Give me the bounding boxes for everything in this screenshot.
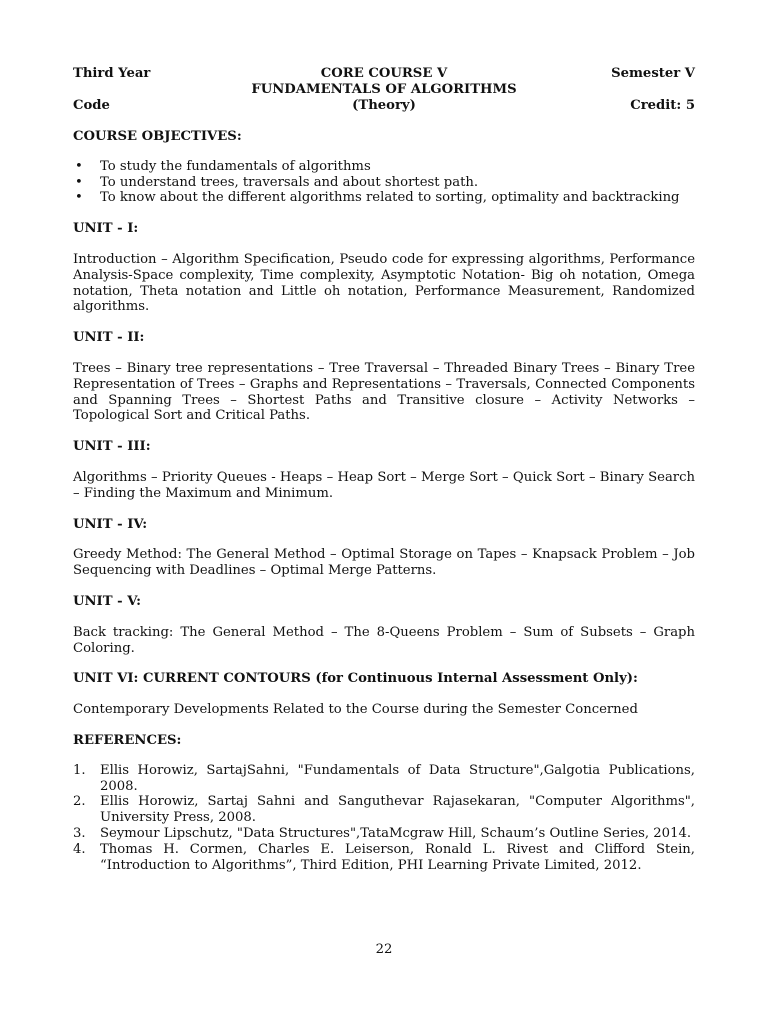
- reference-number: 2.: [73, 794, 86, 810]
- reference-item: [73, 842, 695, 874]
- course-type: CORE COURSE V: [320, 66, 448, 81]
- reference-text: Ellis Horowiz, SartajSahni, "Fundamentals of Data Structure",Galgotia Publications, 2008.: [100, 762, 695, 794]
- header-row-2: [73, 82, 695, 98]
- objective-item: [73, 190, 695, 206]
- unit-5-body: Back tracking: The General Method – The 8-Queens Problem – Sum of Subsets – Graph Coloring.: [73, 624, 695, 656]
- unit-5-heading: UNIT - V:: [73, 593, 141, 609]
- credit-label: Credit: 5: [630, 98, 695, 113]
- header-row-1: [73, 66, 695, 82]
- unit-4-heading: UNIT - IV:: [73, 516, 148, 532]
- unit-1-body: Introduction – Algorithm Specification, Pseudo code for expressing algorithms, Performance Analysis-Space complexity, Time complexity, Asymptotic Notation- Big oh notation, Omega notation, Theta notation and Little oh notation, Performance Measurement, Randomized algorithms.: [73, 251, 695, 315]
- reference-number: 3.: [73, 825, 86, 841]
- reference-number: 4.: [73, 841, 86, 857]
- objective-text: To know about the different algorithms related to sorting, optimality and backtracking: [100, 190, 680, 206]
- objective-item: [73, 175, 695, 191]
- objective-text: To study the fundamentals of algorithms: [100, 158, 371, 174]
- unit-6-body: Contemporary Developments Related to the Course during the Semester Concerned: [73, 702, 638, 718]
- unit-6-heading: UNIT VI: CURRENT CONTOURS (for Continuous Internal Assessment Only):: [73, 671, 638, 687]
- code-label: Code: [73, 98, 110, 113]
- reference-number: 1.: [73, 762, 86, 778]
- unit-3-heading: UNIT - III:: [73, 439, 151, 455]
- unit-1-heading: UNIT - I:: [73, 221, 139, 237]
- header-row-3: [73, 98, 695, 114]
- bullet-icon: •: [75, 190, 83, 206]
- reference-item: [73, 763, 695, 795]
- bullet-icon: •: [75, 174, 83, 190]
- references-list: [73, 763, 695, 874]
- unit-3-body: Algorithms – Priority Queues - Heaps – Heap Sort – Merge Sort – Quick Sort – Binary Search – Finding the Maximum and Minimum.: [73, 469, 695, 501]
- unit-4-body: Greedy Method: The General Method – Optimal Storage on Tapes – Knapsack Problem – Job Sequencing with Deadlines – Optimal Merge Patterns.: [73, 547, 695, 579]
- syllabus-page: [73, 66, 695, 873]
- reference-text: Thomas H. Cormen, Charles E. Leiserson, Ronald L. Rivest and Clifford Stein, “Introduction to Algorithms”, Third Edition, PHI Learning Private Limited, 2012.: [100, 841, 695, 873]
- bullet-icon: •: [75, 158, 83, 174]
- unit-2-body: Trees – Binary tree representations – Tree Traversal – Threaded Binary Trees – Binary Tree Representation of Trees – Graphs and Representations – Traversals, Connected Components and Spanning Trees – Shortest Paths and Transitive closure – Activity Networks – Topological Sort and Critical Paths.: [73, 360, 695, 424]
- objectives-heading: COURSE OBJECTIVES:: [73, 129, 242, 144]
- reference-text: Ellis Horowiz, Sartaj Sahni and Sanguthevar Rajasekaran, "Computer Algorithms", University Press, 2008.: [100, 794, 695, 826]
- objective-text: To understand trees, traversals and about shortest path.: [100, 174, 479, 190]
- reference-item: [73, 826, 695, 842]
- objective-item: [73, 159, 695, 175]
- reference-item: [73, 794, 695, 826]
- course-title: FUNDAMENTALS OF ALGORITHMS: [251, 82, 517, 97]
- semester-label: Semester V: [611, 66, 695, 81]
- objectives-list: [73, 159, 695, 206]
- references-heading: REFERENCES:: [73, 732, 182, 748]
- unit-2-heading: UNIT - II:: [73, 330, 145, 346]
- course-mode: (Theory): [352, 98, 416, 113]
- year-label: Third Year: [73, 66, 151, 81]
- reference-text: Seymour Lipschutz, "Data Structures",TataMcgraw Hill, Schaum’s Outline Series, 2014.: [100, 825, 692, 841]
- page-number: 22: [375, 942, 393, 957]
